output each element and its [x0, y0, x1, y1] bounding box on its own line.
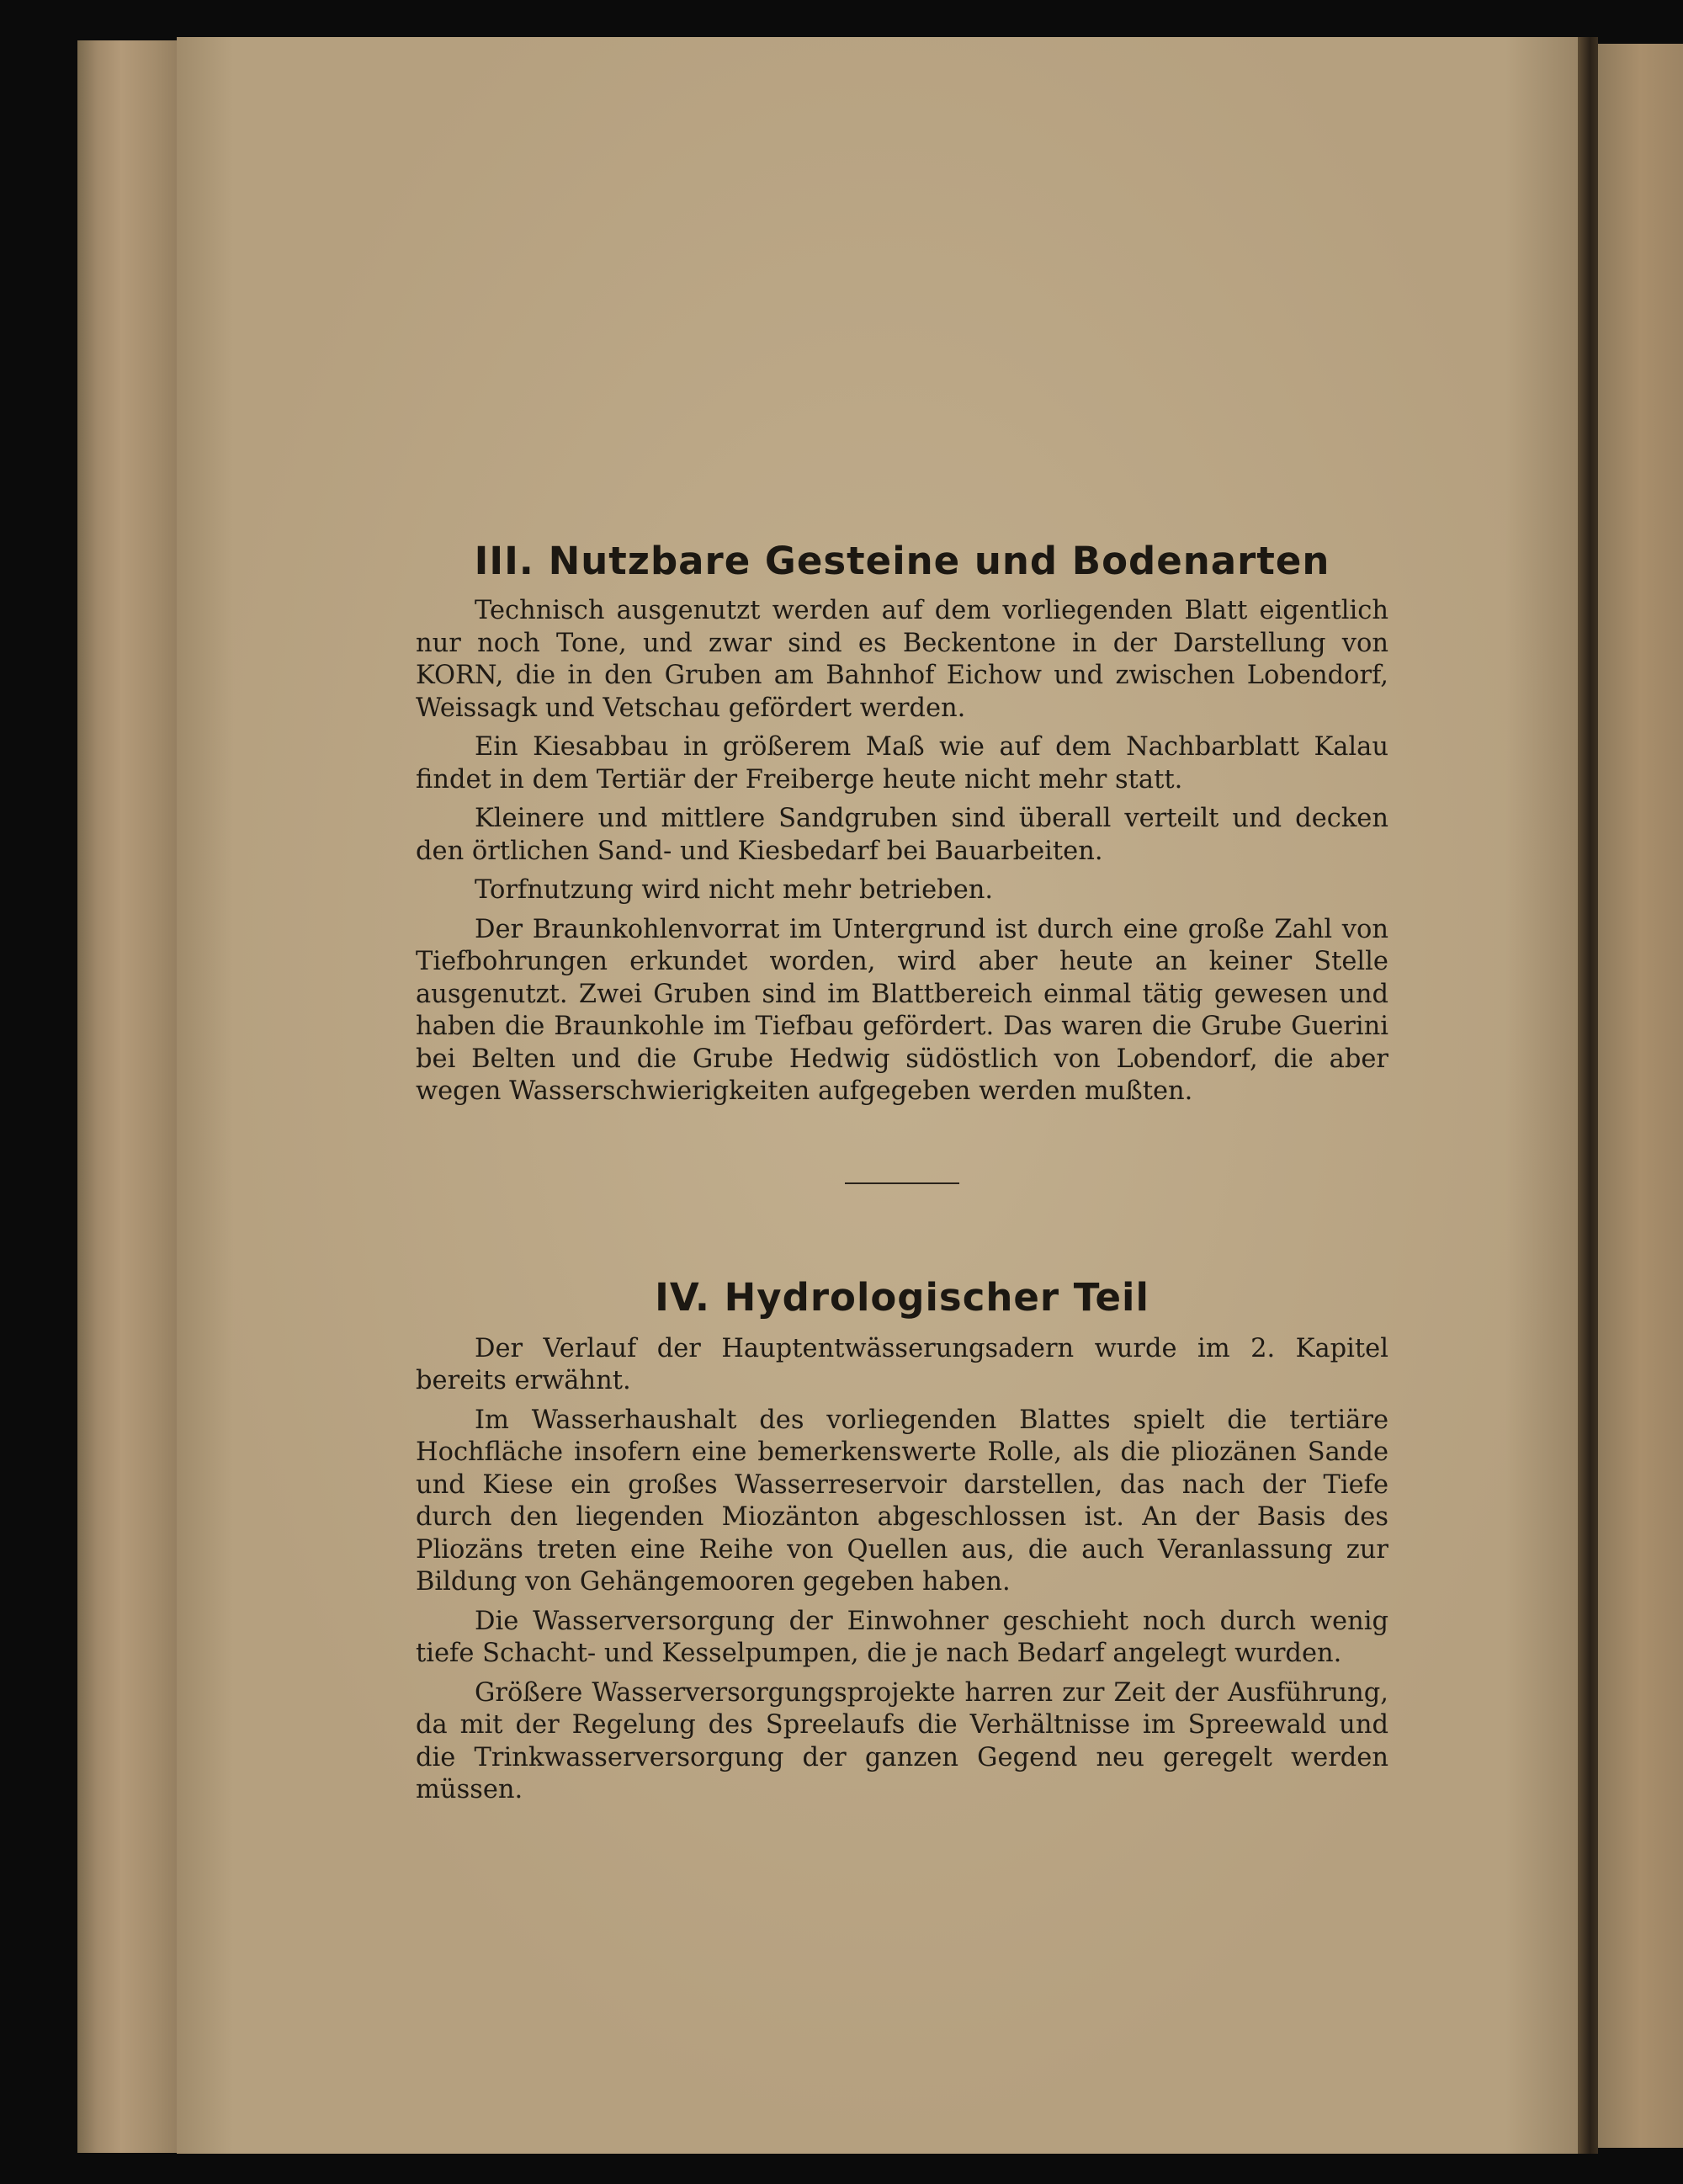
section-3-paragraph-1: Technisch ausgenutzt werden auf dem vorliegenden Blatt eigentlich nur noch Tone, und zwar sind es Beckentone in der Darstellung von KORN, die in den Gruben am Bahnhof Eichow und zwischen Lobendorf, Weissagk und Vetschau gefördert werden. — [416, 596, 1388, 723]
section-4-paragraph-3: Die Wasserversorgung der Einwohner geschieht noch durch wenig tiefe Schacht- und Kesselpumpen, die je nach Bedarf angelegt wurden. — [416, 1606, 1388, 1668]
adjacent-page-edge — [1598, 44, 1683, 2148]
section-4-paragraph-1: Der Verlauf der Hauptentwässerungsadern wurde im 2. Kapitel bereits erwähnt. — [416, 1333, 1388, 1395]
section-divider — [845, 1182, 959, 1184]
section-3-paragraph-4: Torfnutzung wird nicht mehr betrieben. — [475, 875, 994, 905]
section-3-paragraph-5: Der Braunkohlenvorrat im Untergrund ist durch eine große Zahl von Tiefbohrungen erkundet worden, wird aber heute an keiner Stelle ausgenutzt. Zwei Gruben sind im Blattbereich einmal tätig gewesen und haben die Braunkohle im Tiefbau gefördert. Das waren die Grube Guerini bei Belten und die Grube Hedwig südöstlich von Lobendorf, die aber wegen Wasserschwierigkeiten aufgegeben werden mußten. — [416, 914, 1388, 1106]
section-3-paragraph-2: Ein Kiesabbau in größerem Maß wie auf dem Nachbarblatt Kalau findet in dem Tertiär der Freiberge heute nicht mehr statt. — [416, 732, 1388, 794]
page-text — [416, 539, 1388, 1814]
section-4-heading: IV. Hydrologischer Teil — [655, 1274, 1149, 1320]
section-4-paragraph-4: Größere Wasserversorgungsprojekte harren zur Zeit der Ausführung, da mit der Regelung des Spreelaufs die Verhältnisse im Spreewald und die Trinkwasserversorgung der ganzen Gegend neu geregelt werden müssen. — [416, 1677, 1388, 1804]
section-3-paragraph-3: Kleinere und mittlere Sandgruben sind überall verteilt und decken den örtlichen Sand- und Kiesbedarf bei Bauarbeiten. — [416, 804, 1388, 866]
book-gutter — [1578, 37, 1598, 2154]
section-4-paragraph-2: Im Wasserhaushalt des vorliegenden Blattes spielt die tertiäre Hochfläche insofern eine bemerkenswerte Rolle, als die pliozänen Sande und Kiese ein großes Wasserreservoir darstellen, das nach der Tiefe durch den liegenden Miozänton abgeschlossen ist. An der Basis des Pliozäns treten eine Reihe von Quellen aus, die auch Veranlassung zur Bildung von Gehängemooren gegeben haben. — [416, 1405, 1388, 1597]
section-3-heading: III. Nutzbare Gesteine und Bodenarten — [474, 539, 1330, 583]
book-edge — [77, 40, 187, 2153]
